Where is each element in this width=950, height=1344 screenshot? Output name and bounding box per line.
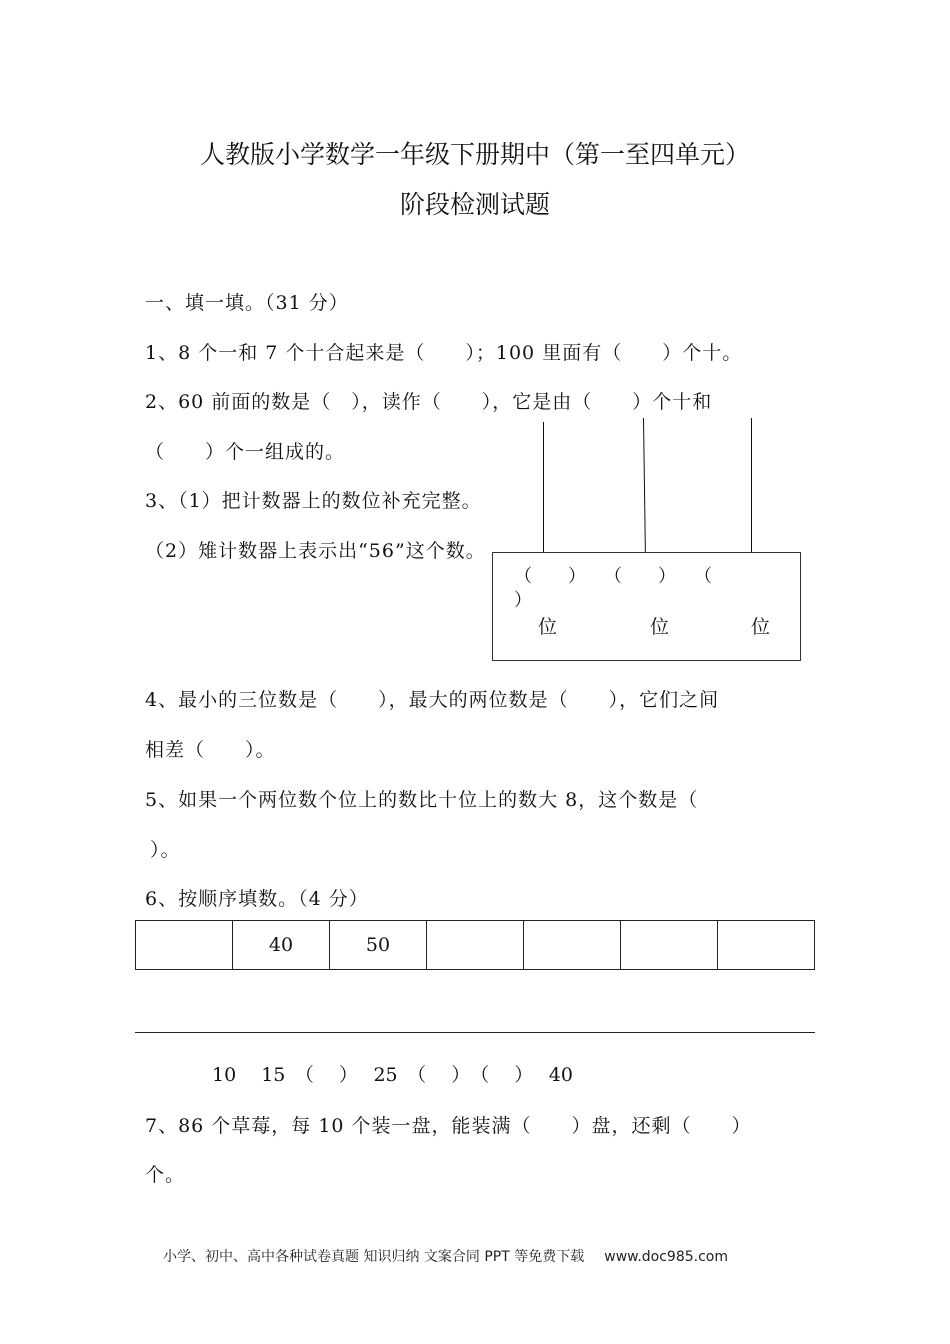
- sequence-cell: [136, 921, 233, 970]
- sequence-cell: [524, 921, 621, 970]
- page-title: 人教版小学数学一年级下册期中（第一至四单元）: [199, 140, 750, 169]
- question-2-line-1: 2、60 前面的数是（ ），读作（ ），它是由（ ）个十和: [145, 391, 713, 413]
- question-4-line-2: 相差（ ）。: [145, 739, 276, 761]
- counter-rod: [643, 418, 646, 552]
- number-sequence: 10 15 （ ） 25 （ ） （ ） 40: [212, 1064, 573, 1086]
- place-blanks: （ ） （ ） （: [514, 566, 712, 587]
- table-row: [136, 921, 815, 970]
- counter-rod: [543, 422, 544, 552]
- sequence-table: [135, 920, 815, 970]
- place-blank-tail: ）: [514, 590, 532, 611]
- place-label: 位: [650, 616, 670, 638]
- counter-rod: [751, 418, 752, 552]
- place-label: 位: [751, 616, 771, 638]
- question-3-part-2: （2）雉计数器上表示出“56”这个数。: [145, 540, 486, 562]
- question-6: 6、按顺序填数。（4 分）: [145, 888, 369, 910]
- question-5-line-2: ）。: [150, 839, 181, 861]
- sequence-cell: [718, 921, 815, 970]
- page-subtitle: 阶段检测试题: [399, 190, 550, 219]
- question-7-line-2: 个。: [145, 1164, 186, 1186]
- sequence-cell: [621, 921, 718, 970]
- question-5-line-1: 5、如果一个两位数个位上的数比十位上的数大 8，这个数是（: [145, 789, 699, 811]
- sequence-cell: 40: [233, 921, 330, 970]
- footer: [163, 1246, 728, 1266]
- sequence-cell: [427, 921, 524, 970]
- question-7-line-1: 7、86 个草莓，每 10 个装一盘，能装满（ ）盘，还剩（ ）: [145, 1115, 752, 1137]
- footer-url[interactable]: www.doc985.com: [604, 1249, 728, 1265]
- section-heading: 一、填一填。（31 分）: [145, 292, 349, 314]
- sequence-cell: 50: [330, 921, 427, 970]
- divider: [135, 1032, 815, 1033]
- question-2-line-2: （ ）个一组成的。: [145, 441, 346, 463]
- place-label: 位: [538, 616, 558, 638]
- question-4-line-1: 4、最小的三位数是（ ），最大的两位数是（ ），它们之间: [145, 689, 720, 711]
- question-3-part-1: 3、（1）把计数器上的数位补充完整。: [145, 490, 482, 512]
- footer-text: 小学、初中、高中各种试卷真题 知识归纳 文案合同 PPT 等免费下载: [163, 1249, 585, 1265]
- question-1: 1、8 个一和 7 个十合起来是（ ）；100 里面有（ ）个十。: [145, 342, 743, 364]
